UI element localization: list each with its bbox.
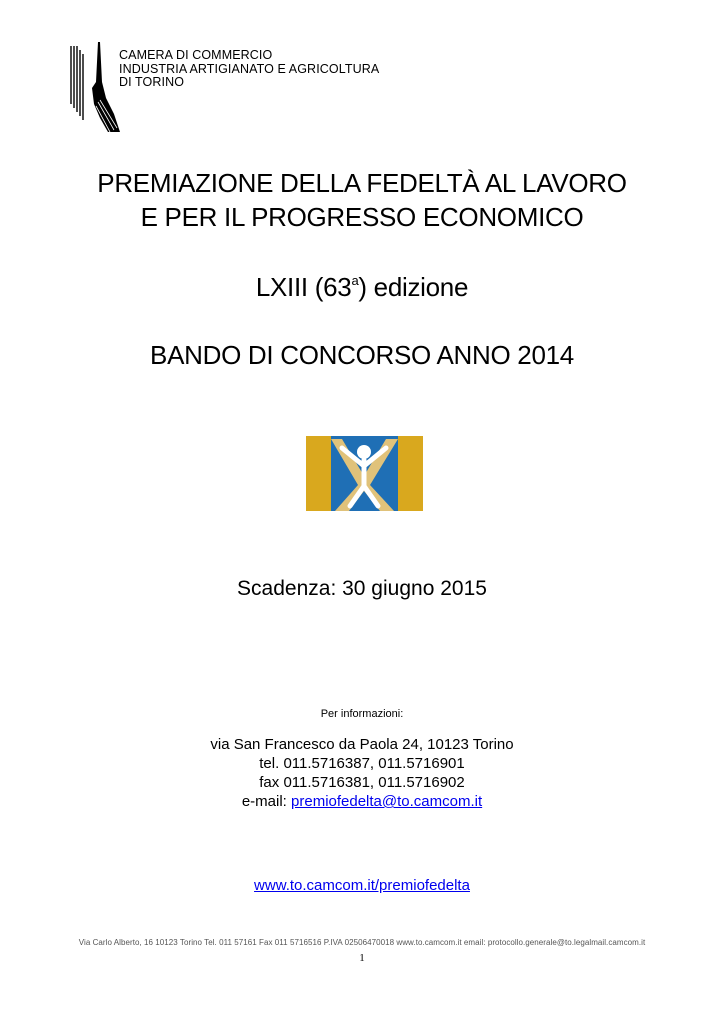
info-label: Per informazioni: <box>320 708 404 720</box>
website-link[interactable]: www.to.camcom.it/premiofedelta <box>254 877 470 894</box>
contact-tel: tel. 011.5716387, 011.5716901 <box>259 755 465 772</box>
contact-address: via San Francesco da Paola 24, 10123 Torino <box>210 736 514 753</box>
website-line <box>0 877 724 894</box>
page-number: 1 <box>359 952 365 964</box>
edition-number: LXIII (63 <box>255 272 352 302</box>
contact-email-line <box>0 792 724 811</box>
document-title-line-1: PREMIAZIONE DELLA FEDELTÀ AL LAVORO <box>97 168 627 198</box>
org-line-1: CAMERA DI COMMERCIO <box>119 48 273 62</box>
deadline: Scadenza: 30 giugno 2015 <box>237 577 487 600</box>
edition-suffix: ) edizione <box>358 272 469 302</box>
org-line-2: INDUSTRIA ARTIGIANATO E AGRICOLTURA <box>119 61 380 76</box>
organization-name <box>119 49 379 90</box>
contact-fax: fax 011.5716381, 011.5716902 <box>259 774 465 791</box>
email-link[interactable]: premiofedelta@to.camcom.it <box>291 793 483 810</box>
contact-block <box>0 735 724 811</box>
email-prefix: e-mail: <box>241 793 292 810</box>
org-line-3: DI TORINO <box>119 75 185 89</box>
edition-superscript: a <box>351 273 359 288</box>
award-emblem <box>306 436 423 511</box>
document-title-line-2: E PER IL PROGRESSO ECONOMICO <box>140 202 584 232</box>
edition-label <box>0 272 724 303</box>
bando-heading: BANDO DI CONCORSO ANNO 2014 <box>150 340 574 370</box>
page-footer: Via Carlo Alberto, 16 10123 Torino Tel. 011 57161 Fax 011 5716516 P.IVA 02506470018 www.to.camcom.it email: protocollo.generale@to.legalmail.camcom.it <box>78 938 646 947</box>
chamber-logo <box>70 42 120 134</box>
